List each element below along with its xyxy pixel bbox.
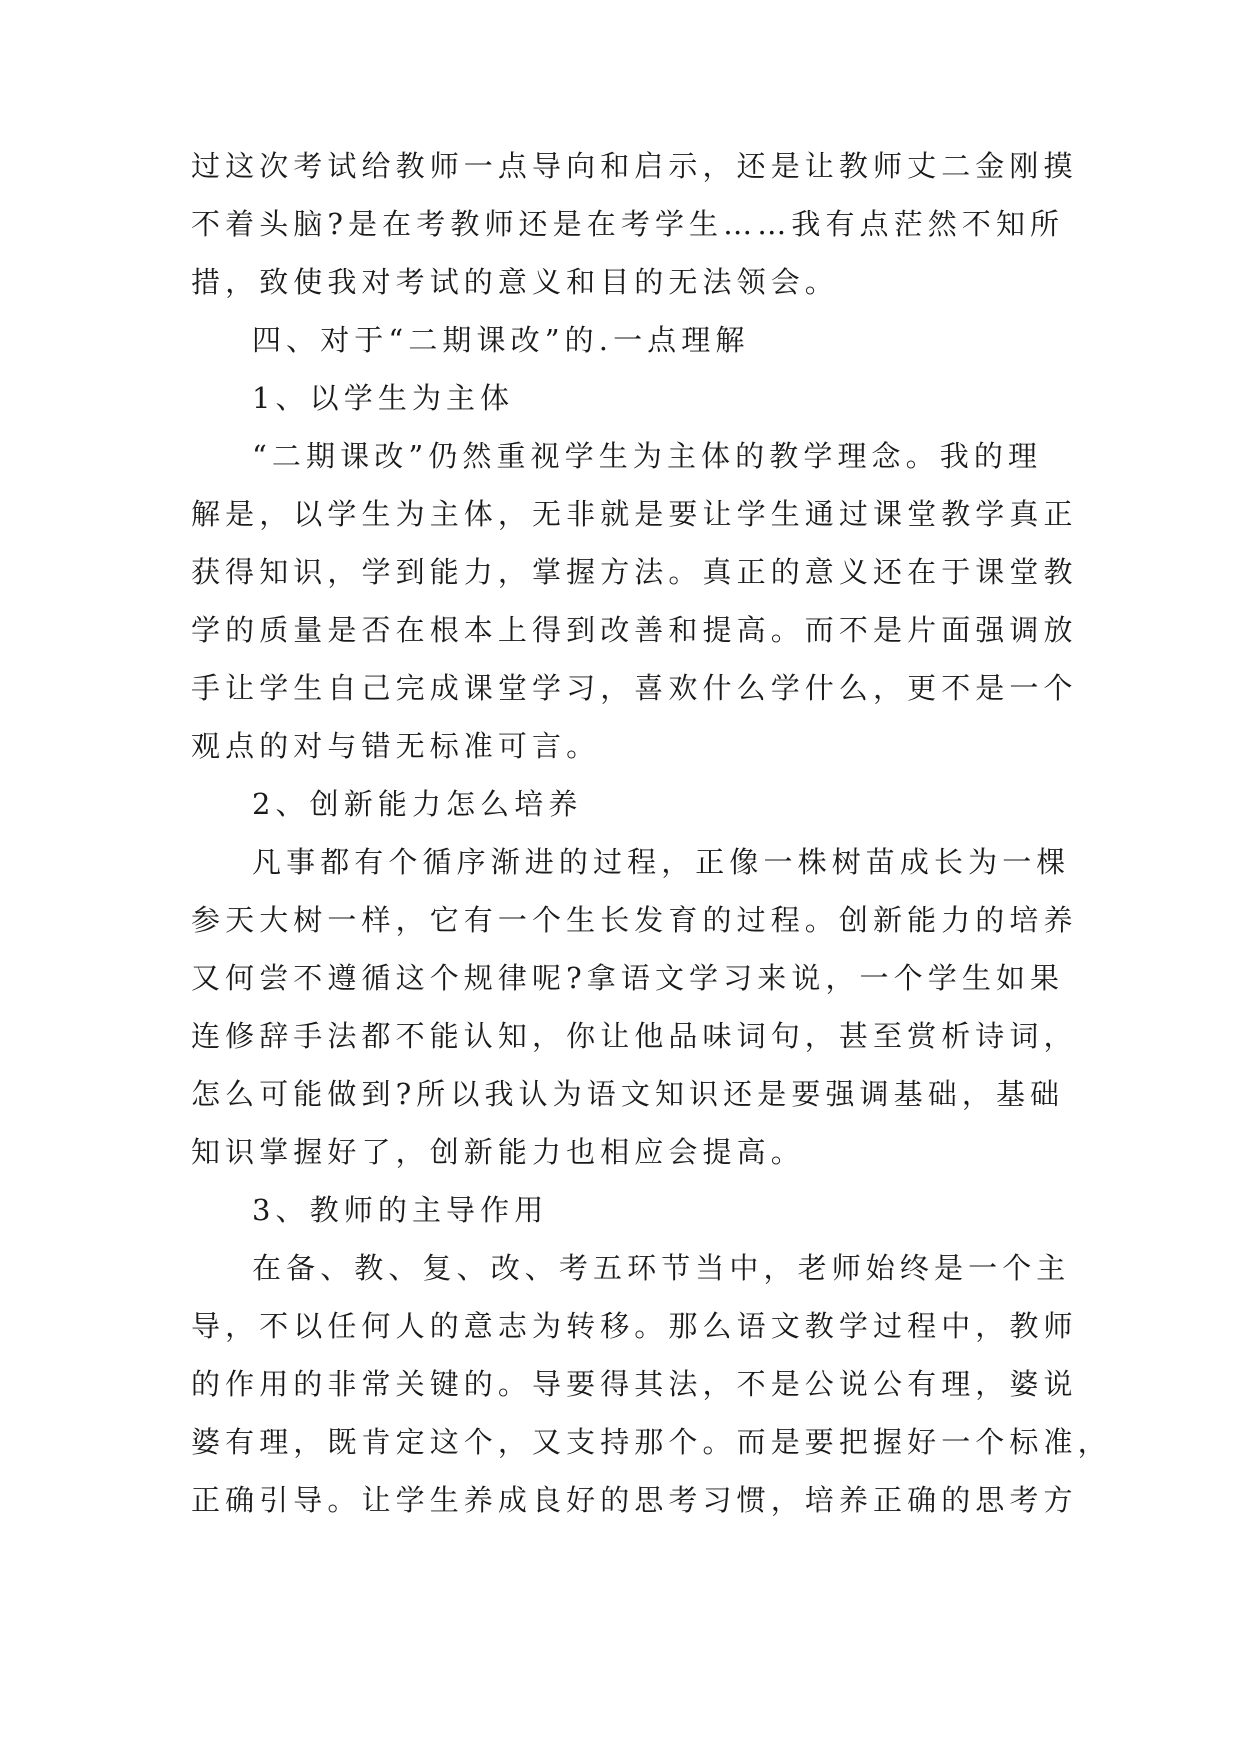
paragraph-line: 连修辞手法都不能认知，你让他品味词句，甚至赏析诗词， xyxy=(191,1019,1078,1053)
paragraph-line: 学的质量是否在根本上得到改善和提高。而不是片面强调放 xyxy=(191,613,1078,647)
paragraph-line: 手让学生自己完成课堂学习，喜欢什么学什么，更不是一个 xyxy=(191,671,1078,705)
paragraph-line: 又何尝不遵循这个规律呢?拿语文学习来说，一个学生如果 xyxy=(191,961,1065,995)
paragraph-line: 获得知识，学到能力，掌握方法。真正的意义还在于课堂教 xyxy=(191,555,1078,589)
paragraph-line: 的作用的非常关键的。导要得其法，不是公说公有理，婆说 xyxy=(191,1367,1078,1401)
paragraph-line: 凡事都有个循序渐进的过程，正像一株树苗成长为一棵 xyxy=(252,845,1071,879)
paragraph-line: 正确引导。让学生养成良好的思考习惯，培养正确的思考方 xyxy=(191,1483,1078,1517)
paragraph-line: 参天大树一样，它有一个生长发育的过程。创新能力的培养 xyxy=(191,903,1078,937)
paragraph-line: 在备、教、复、改、考五环节当中，老师始终是一个主 xyxy=(252,1251,1071,1285)
paragraph-line: 知识掌握好了，创新能力也相应会提高。 xyxy=(191,1135,805,1169)
paragraph-line: 不着头脑?是在考教师还是在考学生……我有点茫然不知所 xyxy=(191,207,1065,241)
paragraph-line: 措，致使我对考试的意义和目的无法领会。 xyxy=(191,265,839,299)
paragraph-line: 怎么可能做到?所以我认为语文知识还是要强调基础，基础 xyxy=(191,1077,1065,1111)
subsection-heading: 3、教师的主导作用 xyxy=(252,1193,549,1227)
paragraph-line: 导，不以任何人的意志为转移。那么语文教学过程中，教师 xyxy=(191,1309,1078,1343)
paragraph-line: 解是，以学生为主体，无非就是要让学生通过课堂教学真正 xyxy=(191,497,1078,531)
subsection-heading: 2、创新能力怎么培养 xyxy=(252,787,583,821)
paragraph-line: “二期课改”仍然重视学生为主体的教学理念。我的理 xyxy=(252,439,1043,473)
paragraph-line: 婆有理，既肯定这个，又支持那个。而是要把握好一个标准， xyxy=(191,1425,1112,1459)
paragraph-line: 过这次考试给教师一点导向和启示，还是让教师丈二金刚摸 xyxy=(191,149,1078,183)
subsection-heading: 1、以学生为主体 xyxy=(252,381,515,415)
paragraph-line: 观点的对与错无标准可言。 xyxy=(191,729,601,763)
section-heading: 四、对于“二期课改”的.一点理解 xyxy=(252,323,750,357)
